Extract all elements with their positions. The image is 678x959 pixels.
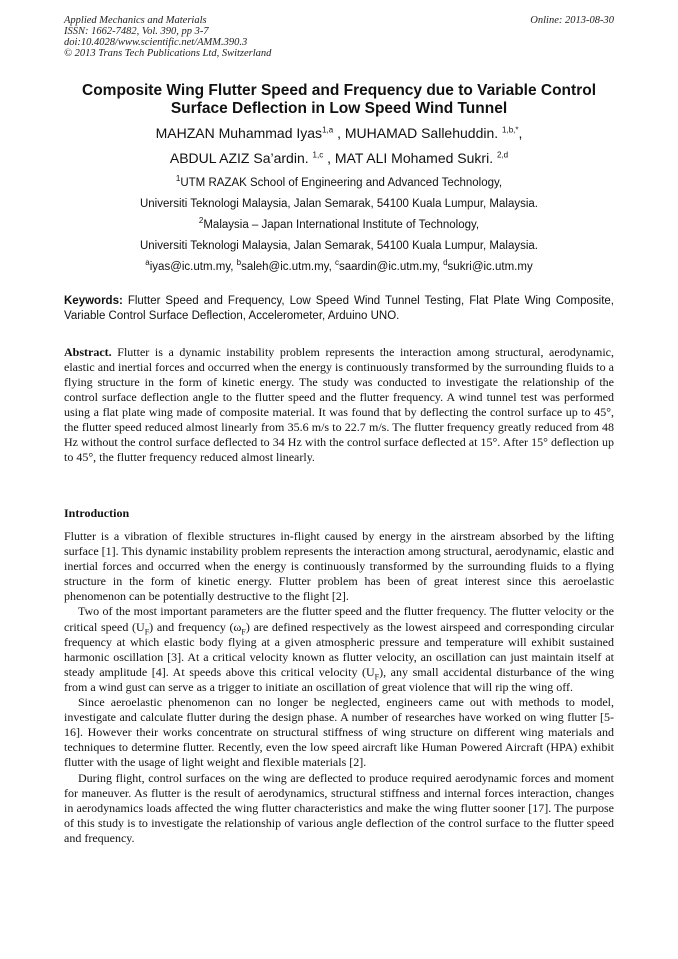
journal-name: Applied Mechanics and Materials [64,15,207,26]
affiliations [64,173,614,278]
author-name: ABDUL AZIZ Sa’ardin. [169,150,309,166]
author-name: MAT ALI Mohamed Sukri. [334,150,494,166]
copyright: © 2013 Trans Tech Publications Ltd, Switzerland [64,48,272,59]
email-sup: b [236,258,242,268]
author-sup: 2,d [496,150,509,160]
author-sup: 1,c [312,150,324,160]
author-list: MAHZAN Muhammad Iyas$^{1,a}$ , MUHAMAD Sallehuddin. $^{1,b,*}$, ABDUL AZIZ Sa’ardin. $^{1,c}$ , MAT ALI Mohamed Sukri. $^{2,d}$ [155,125,523,166]
email-link[interactable]: sukri@ic.utm.my [447,261,533,273]
author-sup: 1,b,* [502,125,519,135]
abstract-text: Flutter is a dynamic instability problem represents the interaction among structural, aerodynamic, elastic and inertial forces and occurred when the energy is continuously transformed by the surrounding fluids to a flying structure in the form of kinetic energy. The study was conducted to investigate the relationship of the control surface deflection angle to the flutter speed and the flutter frequency. A wind tunnel test was performed using a flat plate wing made of composite material. It was found that by deflecting the control surface up to 45°, the flutter speed reduced almost linearly from 35.6 m/s to 22.7 m/s. The flutter frequency greatly reduced from 48 Hz without the control surface deflected to 34 Hz with the control surface deflected at 15°. After 15° deflection up to 45°, the flutter frequency reduced almost linearly. [64,345,615,464]
issn: ISSN: 1662-7482, Vol. 390, pp 3-7 [64,26,209,37]
text-run: Two of the most important parameters are the flutter speed and the flutter frequency. The flutter velocity or the critical speed (U [64,604,614,634]
email-sup: a [145,258,150,268]
text-run: ) are defined respectively as the lowest airspeed and corresponding circular frequency at which elastic body flying at a given atmospheric pressure and temperature will exhibit sustained harmonic oscillation [3]. At a critical velocity known as flutter velocity, an oscillation can just maintain itself at steady amplitude [4]. At speeds above this critical velocity (U [64,619,615,679]
email-line: $^a$iyas@ic.utm.my, $^b$saleh@ic.utm.my, $^c$saardin@ic.utm.my, $^d$sukri@ic.utm.my [145,258,533,273]
affiliation-line: Universiti Teknologi Malaysia, Jalan Semarak, 54100 Kuala Lumpur, Malaysia. [139,198,539,210]
affiliation-sup: 1 [175,174,181,184]
paragraph: During flight, control surfaces on the wing are deflected to produce required aerodynamic forces and moment for maneuver. As flutter is the result of aerodynamics, structural stiffness and internal forces interaction, changes in aerodynamics loads affected the wing flutter characteristics and make the wing flutter sooner [17]. The purpose of this study is to investigate the relationship of various angle deflection of the control surface to the flutter speed and frequency. [64,770,614,845]
email-link[interactable]: saleh@ic.utm.my [241,261,329,273]
paragraph: Since aeroelastic phenomenon can no longer be neglected, engineers came out with methods to model, investigate and calculate flutter during the design phase. A number of researches have worked on wing flutter [5-16]. However their works concentrate on structural stiffness of wing structure on different wing materials and techniques to determine flutter. Recently, even the low speed aircraft like Human Powered Aircraft (HPA) exhibit flutter with the usage of light weight and flexible materials [2]. [64,695,614,770]
email-sup: d [443,258,448,268]
subscript: F [241,626,246,636]
keywords-label: Keywords: [64,295,123,307]
keywords-text: Flutter Speed and Frequency, Low Speed Wind Tunnel Testing, Flat Plate Wing Composite, Variable Control Surface Deflection, Accelerometer, Arduino UNO. [64,295,615,322]
email-sup: c [334,258,339,268]
author-name: MAHZAN Muhammad Iyas [155,125,323,141]
abstract-section [64,345,614,465]
online-date: Online: 2013-08-30 [530,15,614,26]
subscript: F [144,626,150,636]
email-link[interactable]: iyas@ic.utm.my [149,261,231,273]
subscript: F [374,672,380,682]
text-run: ) and frequency (ω [149,619,242,634]
text-run: ), any small accidental disturbance of the wing from a wind gust can serve as a trigger to initiate an oscillation of great violence that will rip the wing off. [64,664,614,694]
journal-header [64,15,444,59]
keywords-section [64,294,614,324]
abstract-label: Abstract. [64,345,112,359]
affiliation-line: Malaysia – Japan International Institute of Technology, [203,219,480,231]
author-sup: 1,a [322,125,334,135]
affiliation-line: UTM RAZAK School of Engineering and Advanced Technology, [180,177,503,189]
doi: doi:10.4028/www.scientific.net/AMM.390.3 [64,37,248,48]
section-heading: Introduction [64,506,130,520]
affiliation-line: Universiti Teknologi Malaysia, Jalan Semarak, 54100 Kuala Lumpur, Malaysia. [139,240,539,252]
introduction-body [64,529,614,846]
affiliation-sup: 2 [198,216,204,226]
author-name: MUHAMAD Sallehuddin. [344,125,499,141]
paper-title: Composite Wing Flutter Speed and Frequency due to Variable Control Surface Deflection in Low Speed Wind Tunnel [82,82,596,117]
paragraph: Flutter is a vibration of flexible structures in-flight caused by energy in the airstream absorbed by the lifting surface [1]. This dynamic instability problem represents the interaction among structural, aerodynamic, elastic and inertial forces and occurred when the energy is continuously transformed by the surrounding fluids to a flying structure in the form of kinetic energy. Flutter problem has been of great interest since this aeroelastic phenomenon can be potentially destructive to the flight [2]. [64,529,614,604]
email-link[interactable]: saardin@ic.utm.my [338,261,437,273]
paragraph [64,604,614,695]
